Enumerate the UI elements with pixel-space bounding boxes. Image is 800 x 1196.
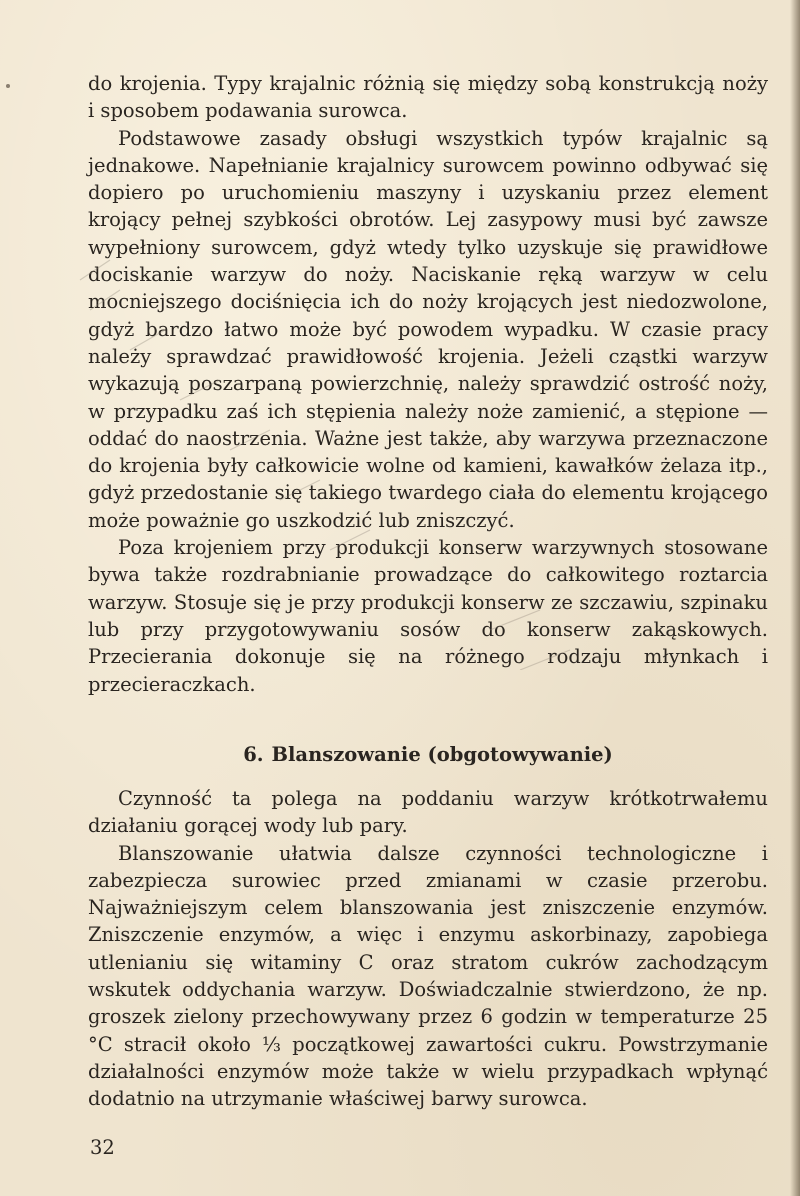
section-heading: [88, 741, 768, 768]
section-title: Blanszowanie (obgotowywanie): [271, 743, 613, 766]
body-text-top: [88, 70, 768, 698]
page-edge-shadow: [790, 0, 800, 1196]
paragraph-operating-rules: Podstawowe zasady obsługi wszystkich typów krajalnic są jednakowe. Napełnianie krajalnicy surowcem powinno odbywać się dopiero po uruchomieniu maszyny i uzyskaniu przez element krojący pełnej szybkości obrotów. Lej zasypowy musi być zawsze wypełniony surowcem, gdyż wtedy tylko uzyskuje się prawidłowe dociskanie warzyw do noży. Naciskanie ręką warzyw w celu mocniejszego dociśnięcia ich do noży krojących jest niedozwolone, gdyż bardzo łatwo może być powodem wypadku. W czasie pracy należy sprawdzać prawidłowość krojenia. Jeżeli cząstki warzyw wykazują poszarpaną powierzchnię, należy sprawdzić ostrość noży, w przypadku zaś ich stępienia należy noże zamienić, a stępione — oddać do naostrzenia. Ważne jest także, aby warzywa przeznaczone do krojenia były całkowicie wolne od kamieni, kawałków żelaza itp., gdyż przedostanie się takiego twardego ciała do elementu krojącego może poważnie go uszkodzić lub zniszczyć.: [88, 126, 768, 532]
paragraph-definition: Czynność ta polega na poddaniu warzyw krótkotrwałemu działaniu gorącej wody lub pary.: [88, 787, 768, 838]
body-text-bottom: [88, 785, 768, 1113]
paragraph-continuation: do krojenia. Typy krajalnic różnią się między sobą konstrukcją noży i sposobem podawania surowca.: [88, 72, 768, 123]
paragraph-blanching-purpose: Blanszowanie ułatwia dalsze czynności technologiczne i zabezpiecza surowiec przed zmianami w czasie przerobu. Najważniejszym celem blanszowania jest zniszczenie enzymów. Zniszczenie enzymów, a więc i enzymu askorbinazy, zapobiega utlenianiu się witaminy C oraz stratom cukrów zachodzącym wskutek oddychania warzyw. Doświadczalnie stwierdzono, że np. groszek zielony przechowywany przez 6 godzin w temperaturze 25 °C stracił około ⅓ początkowej zawartości cukru. Powstrzymanie działalności enzymów może także w wielu przypadkach wpłynąć dodatnio na utrzymanie właściwej barwy surowca.: [88, 841, 768, 1111]
section-number: 6.: [243, 743, 264, 766]
paragraph-grinding: Poza krojeniem przy produkcji konserw warzywnych stosowane bywa także rozdrabnianie prowadzące do całkowitego roztarcia warzyw. Stosuje się je przy produkcji konserw ze szczawiu, szpinaku lub przy przygotowywaniu sosów do konserw zakąskowych. Przecierania dokonuje się na różnego rodzaju młynkach i przecieraczkach.: [88, 536, 768, 696]
page-number: 32: [90, 1136, 115, 1159]
margin-mark: [6, 84, 10, 88]
